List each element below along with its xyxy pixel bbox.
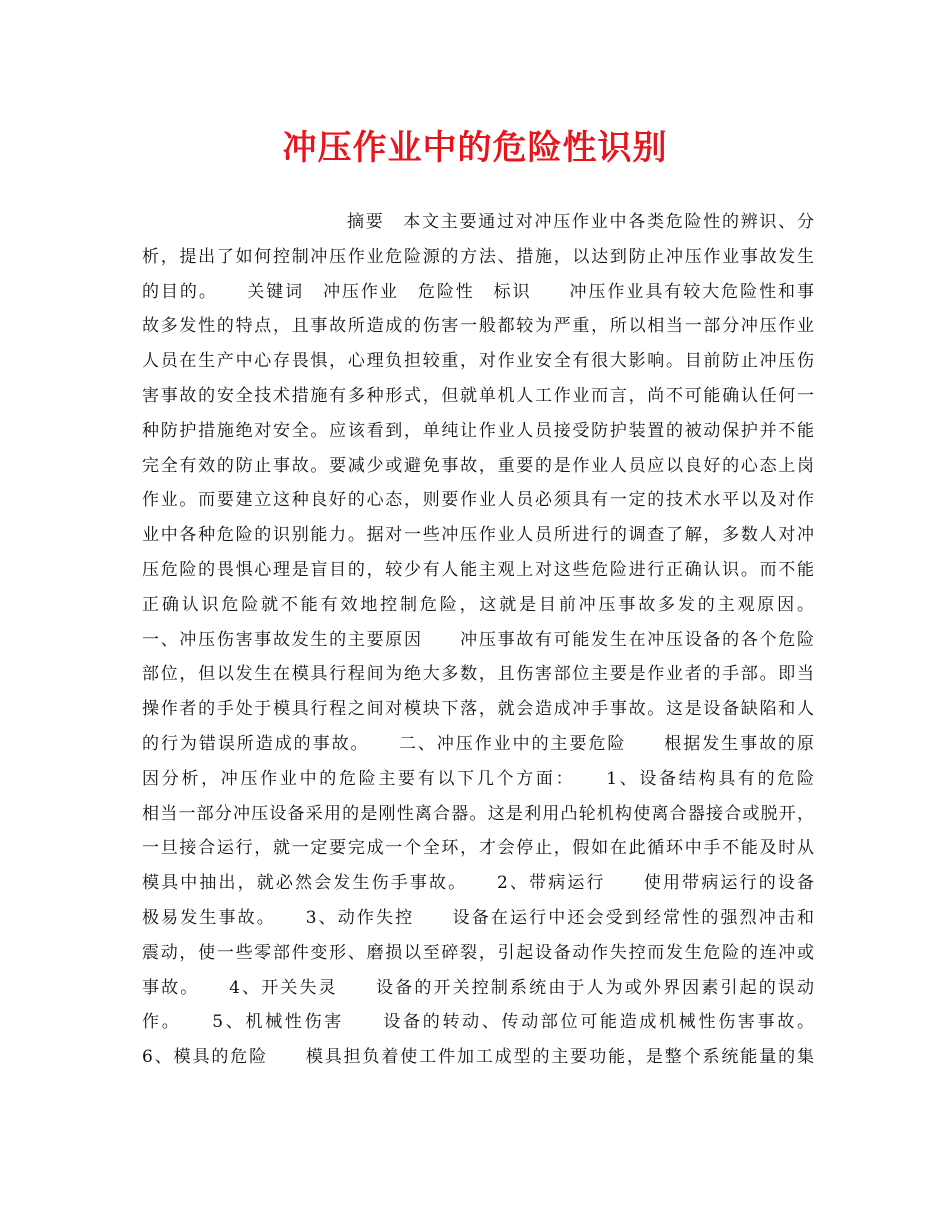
text-line: 正确认识危险就不能有效地控制危险，这就是目前冲压事故多发的主观原因。	[142, 594, 814, 615]
text-line: 事故。 4、开关失灵 设备的开关控制系统由于人为或外界因素引起的误动	[142, 977, 814, 998]
text-line: 一、冲压伤害事故发生的主要原因 冲压事故有可能发生在冲压设备的各个危险	[142, 629, 814, 650]
text-line: 因分析，冲压作业中的危险主要有以下几个方面： 1、设备结构具有的危险	[142, 768, 814, 789]
text-line: 业中各种危险的识别能力。据对一些冲压作业人员所进行的调查了解，多数人对冲	[142, 525, 814, 546]
text-line: 相当一部分冲压设备采用的是刚性离合器。这是利用凸轮机构使离合器接合或脱开，	[142, 803, 814, 824]
document-title: 冲压作业中的危险性识别	[282, 128, 668, 168]
text-line: 人员在生产中心存畏惧，心理负担较重，对作业安全有很大影响。目前防止冲压伤	[142, 351, 814, 372]
text-line: 的目的。 关键词 冲压作业 危险性 标识 冲压作业具有较大危险性和事	[142, 281, 814, 302]
text-line: 作业。而要建立这种良好的心态，则要作业人员必须具有一定的技术水平以及对作	[142, 490, 814, 511]
text-line: 部位，但以发生在模具行程间为绝大多数，且伤害部位主要是作业者的手部。即当	[142, 664, 814, 685]
document-body	[142, 205, 814, 1075]
text-line: 析，提出了如何控制冲压作业危险源的方法、措施，以达到防止冲压作业事故发生	[142, 246, 814, 267]
text-line: 摘要 本文主要通过对冲压作业中各类危险性的辨识、分	[347, 212, 814, 232]
text-line: 作。 5、机械性伤害 设备的转动、传动部位可能造成机械性伤害事故。	[142, 1012, 814, 1033]
text-line: 模具中抽出，就必然会发生伤手事故。 2、带病运行 使用带病运行的设备	[142, 873, 814, 894]
text-line: 6、模具的危险 模具担负着使工件加工成型的主要功能，是整个系统能量的集	[142, 1047, 814, 1068]
text-line: 极易发生事故。 3、动作失控 设备在运行中还会受到经常性的强烈冲击和	[142, 907, 814, 928]
text-line: 操作者的手处于模具行程之间对模块下落，就会造成冲手事故。这是设备缺陷和人	[142, 699, 814, 720]
text-line: 的行为错误所造成的事故。 二、冲压作业中的主要危险 根据发生事故的原	[142, 733, 814, 754]
text-line: 震动，使一些零部件变形、磨损以至碎裂，引起设备动作失控而发生危险的连冲或	[142, 942, 814, 963]
text-line: 害事故的安全技术措施有多种形式，但就单机人工作业而言，尚不可能确认任何一	[142, 385, 814, 406]
text-line: 故多发性的特点，且事故所造成的伤害一般都较为严重，所以相当一部分冲压作业	[142, 316, 814, 337]
text-line: 一旦接合运行，就一定要完成一个全环，才会停止，假如在此循环中手不能及时从	[142, 838, 814, 859]
text-line: 种防护措施绝对安全。应该看到，单纯让作业人员接受防护装置的被动保护并不能	[142, 420, 814, 441]
text-line: 完全有效的防止事故。要减少或避免事故，重要的是作业人员应以良好的心态上岗	[142, 455, 814, 476]
text-line: 压危险的畏惧心理是盲目的，较少有人能主观上对这些危险进行正确认识。而不能	[142, 559, 814, 580]
